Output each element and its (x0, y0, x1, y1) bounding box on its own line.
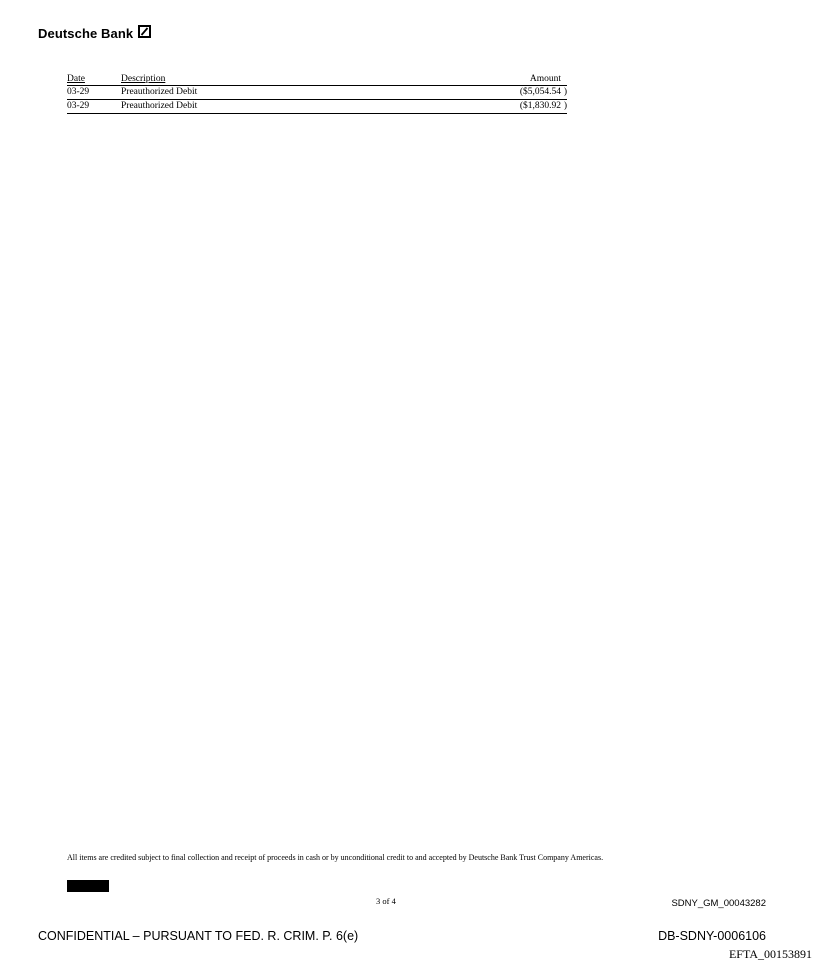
row-date: 03-29 (67, 101, 90, 111)
column-header-amount: Amount (529, 73, 561, 84)
transactions-table (67, 73, 567, 114)
bates-number-db-sdny: DB-SDNY-0006106 (658, 929, 766, 943)
row-amount: ($1,830.92 ) (519, 101, 567, 111)
column-header-description: Description (121, 73, 166, 84)
collection-disclaimer: All items are credited subject to final collection and receipt of proceeds in cash or by unconditional credit to and accepted by Deutsche Bank Trust Company Americas. (67, 853, 604, 862)
table-row (67, 86, 567, 100)
table-row (67, 100, 567, 114)
page-number: 3 of 4 (376, 896, 396, 906)
row-amount: ($5,054.54 ) (519, 87, 567, 97)
bank-name: Deutsche Bank (38, 26, 134, 41)
table-header (67, 73, 567, 86)
bank-logo (38, 26, 151, 41)
confidentiality-notice: CONFIDENTIAL – PURSUANT TO FED. R. CRIM. P. 6(e) (38, 929, 359, 943)
column-header-date: Date (67, 73, 85, 84)
row-description: Preauthorized Debit (121, 87, 198, 97)
bates-number-sdny-gm: SDNY_GM_00043282 (671, 898, 766, 909)
efta-number: EFTA_00153891 (728, 947, 812, 961)
redaction-block (67, 880, 109, 892)
deutsche-bank-slash-icon (138, 25, 151, 38)
row-date: 03-29 (67, 87, 90, 97)
row-description: Preauthorized Debit (121, 101, 198, 111)
